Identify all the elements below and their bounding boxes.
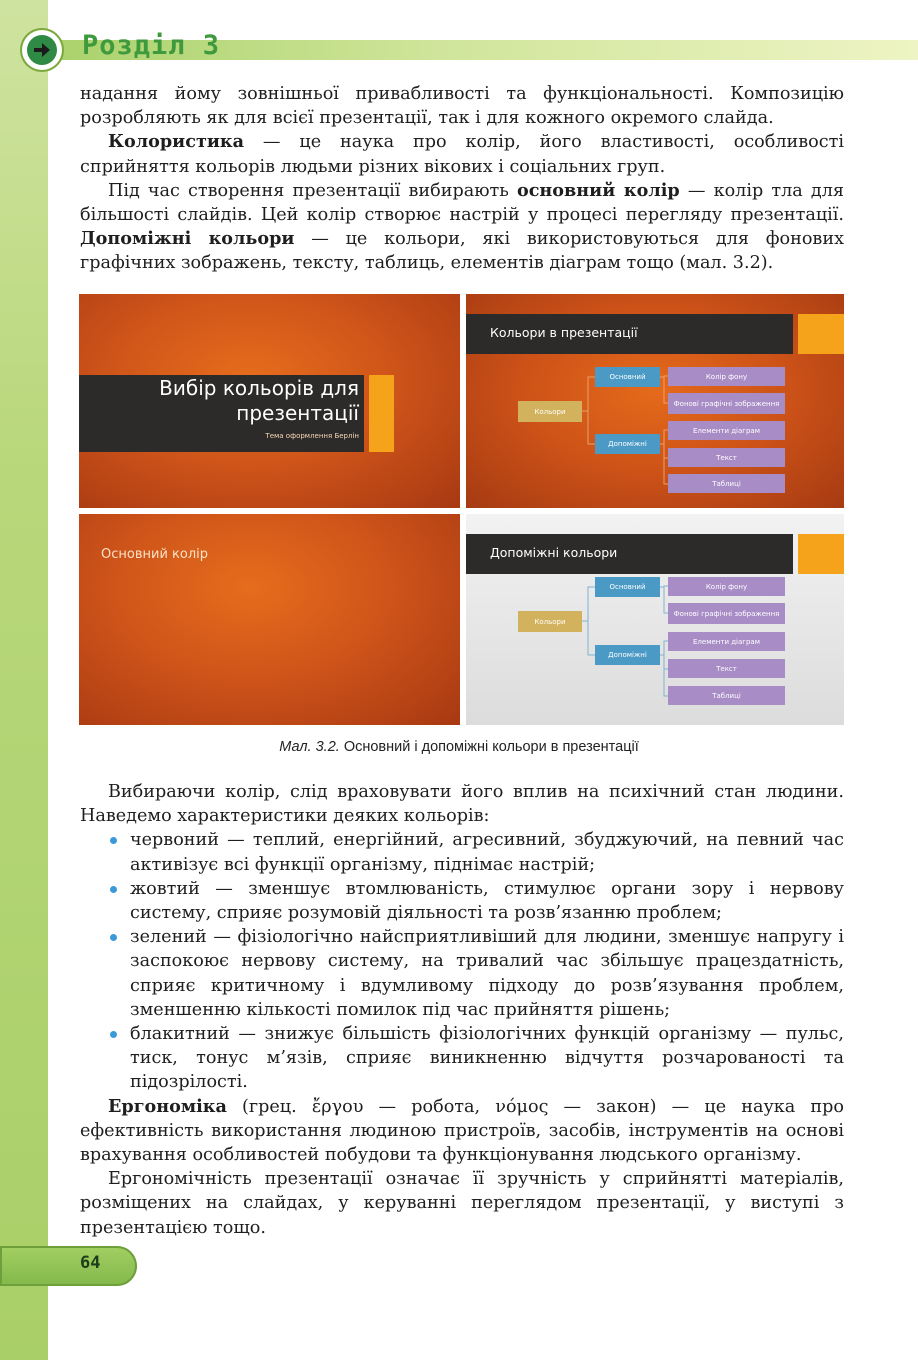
slide-title xyxy=(79,294,460,508)
slide-colors-item-5: Таблиці xyxy=(668,474,785,493)
intro-paragraph-2-text: — це наука про колір, його властивості, особливості сприйняття кольорів людьми різних вікових і соціальних груп. xyxy=(80,132,844,177)
list-item-yellow xyxy=(80,877,844,925)
slide-colors-root: Кольори xyxy=(518,401,582,422)
bullet-icon xyxy=(110,934,117,941)
intro-text xyxy=(80,82,844,276)
slide-aux-item-1: Колір фону xyxy=(668,577,785,596)
slide-aux-main: Основний xyxy=(595,577,660,597)
slide-aux-item-3: Елементи діаграм xyxy=(668,632,785,651)
bullet-icon xyxy=(110,837,117,844)
slide-title-accent xyxy=(369,375,394,452)
figure-caption xyxy=(0,739,918,755)
arrow-right-icon xyxy=(29,37,55,63)
slide-title-subtitle: Тема оформлення Берлін xyxy=(265,432,359,440)
intro-paragraph-1: надання йому зовнішньої привабливості та функціональності. Композицію розробляють як для всієї презентації, так і для кожного окремого слайда. xyxy=(80,84,844,129)
slide-aux-aux: Допоміжні xyxy=(595,645,660,665)
slide-aux-item-4: Текст xyxy=(668,659,785,678)
section-title: Розділ 3 xyxy=(82,30,221,61)
figure-caption-number: Мал. 3.2. xyxy=(279,739,340,755)
list-item-text: червоний — теплий, енергійний, агресивний, збуджуючий, на певний час активізує всі функції організму, піднімає настрій; xyxy=(130,830,844,875)
intro-p3-c: — це кольори, які використовуються для фонових графічних зображень, тексту, таблиць, елементів діаграм тощо (мал. 3.2). xyxy=(80,229,844,274)
slide-colors-item-3: Елементи діаграм xyxy=(668,421,785,440)
slide-aux-root: Кольори xyxy=(518,611,582,632)
list-item-text: блакитний — знижує більшість фізіологічних функцій організму — пульс, тиск, тонус м’язів, сприяє виникненню відчуття розчарованості та підозрілості. xyxy=(130,1024,844,1093)
slide-colors xyxy=(466,294,844,508)
slide-aux-item-5: Таблиці xyxy=(668,686,785,705)
slide-colors-item-2: Фонові графічні зображення xyxy=(668,393,785,414)
slide-colors-item-4: Текст xyxy=(668,448,785,467)
term-ergonomics: Ергономіка xyxy=(108,1095,227,1117)
list-item-text: жовтий — зменшує втомлюваність, стимулює органи зору і нервову систему, сприяє розумовій діяльності та розв’язанню проблем; xyxy=(130,878,844,924)
body-paragraph-6: Ергономічність презентації означає її зручність у сприйнятті матеріалів, розміщених на слайдах, у керуванні переглядом презентації, у виступі з презентацією тощо. xyxy=(80,1169,844,1238)
list-item-text: зелений — фізіологічно найсприятливіший для людини, зменшує напругу і заспокоює нервову систему, на тривалий час збільшує працездатність, сприяє критичному і вдумливому підходу до розв’язування проблем, зменшенню кількості помилок під час прийняття рішень; xyxy=(130,927,844,1020)
slide-colors-heading: Кольори в презентації xyxy=(490,325,638,340)
slide-colors-aux: Допоміжні xyxy=(595,434,660,454)
intro-p3-b: — колір тла для більшості слайдів. Цей колір створює настрій у процесі перегляду презентації. xyxy=(80,180,844,226)
color-list xyxy=(80,828,844,1094)
intro-paragraph-2 xyxy=(80,130,844,178)
list-item-green xyxy=(80,925,844,1022)
header-badge xyxy=(22,30,62,70)
body-text xyxy=(80,780,844,1240)
body-paragraph-5 xyxy=(80,1095,844,1168)
slide-main-color xyxy=(79,514,460,725)
term-main-color: основний колір xyxy=(516,179,680,201)
slide-title-heading: Вибір кольорів для презентації xyxy=(159,376,359,425)
slide-colors-main: Основний xyxy=(595,367,660,387)
page-number: 64 xyxy=(80,1253,101,1273)
slide-colors-item-1: Колір фону xyxy=(668,367,785,386)
body-paragraph-4: Вибираючи колір, слід враховувати його вплив на психічний стан людини. Наведемо характеристики деяких кольорів: xyxy=(80,782,844,827)
intro-paragraph-3 xyxy=(80,179,844,276)
slide-aux-heading: Допоміжні кольори xyxy=(490,545,618,560)
slide-aux-item-2: Фонові графічні зображення xyxy=(668,603,785,624)
body-paragraph-5-text: (грец. ἔργου — робота, νόμος — закон) — це наука про ефективність використання людиною пристроїв, засобів, інструментів на основі врахування особливостей побудови та функціонування людського організму. xyxy=(80,1096,844,1166)
list-item-red xyxy=(80,828,844,876)
slide-aux-colors xyxy=(466,514,844,725)
page-number-tab xyxy=(0,1246,137,1286)
figure-3-2 xyxy=(79,294,844,725)
intro-p3-a: Під час створення презентації вибирають xyxy=(108,180,517,201)
term-koloristyka: Колористика xyxy=(108,131,244,153)
slide-main-color-heading: Основний колір xyxy=(101,547,209,562)
bullet-icon xyxy=(110,886,117,893)
left-margin-bar xyxy=(0,0,48,1360)
term-aux-colors: Допоміжні кольори xyxy=(80,228,295,250)
list-item-blue xyxy=(80,1022,844,1095)
bullet-icon xyxy=(110,1031,117,1038)
figure-caption-text: Основний і допоміжні кольори в презентації xyxy=(339,739,639,755)
